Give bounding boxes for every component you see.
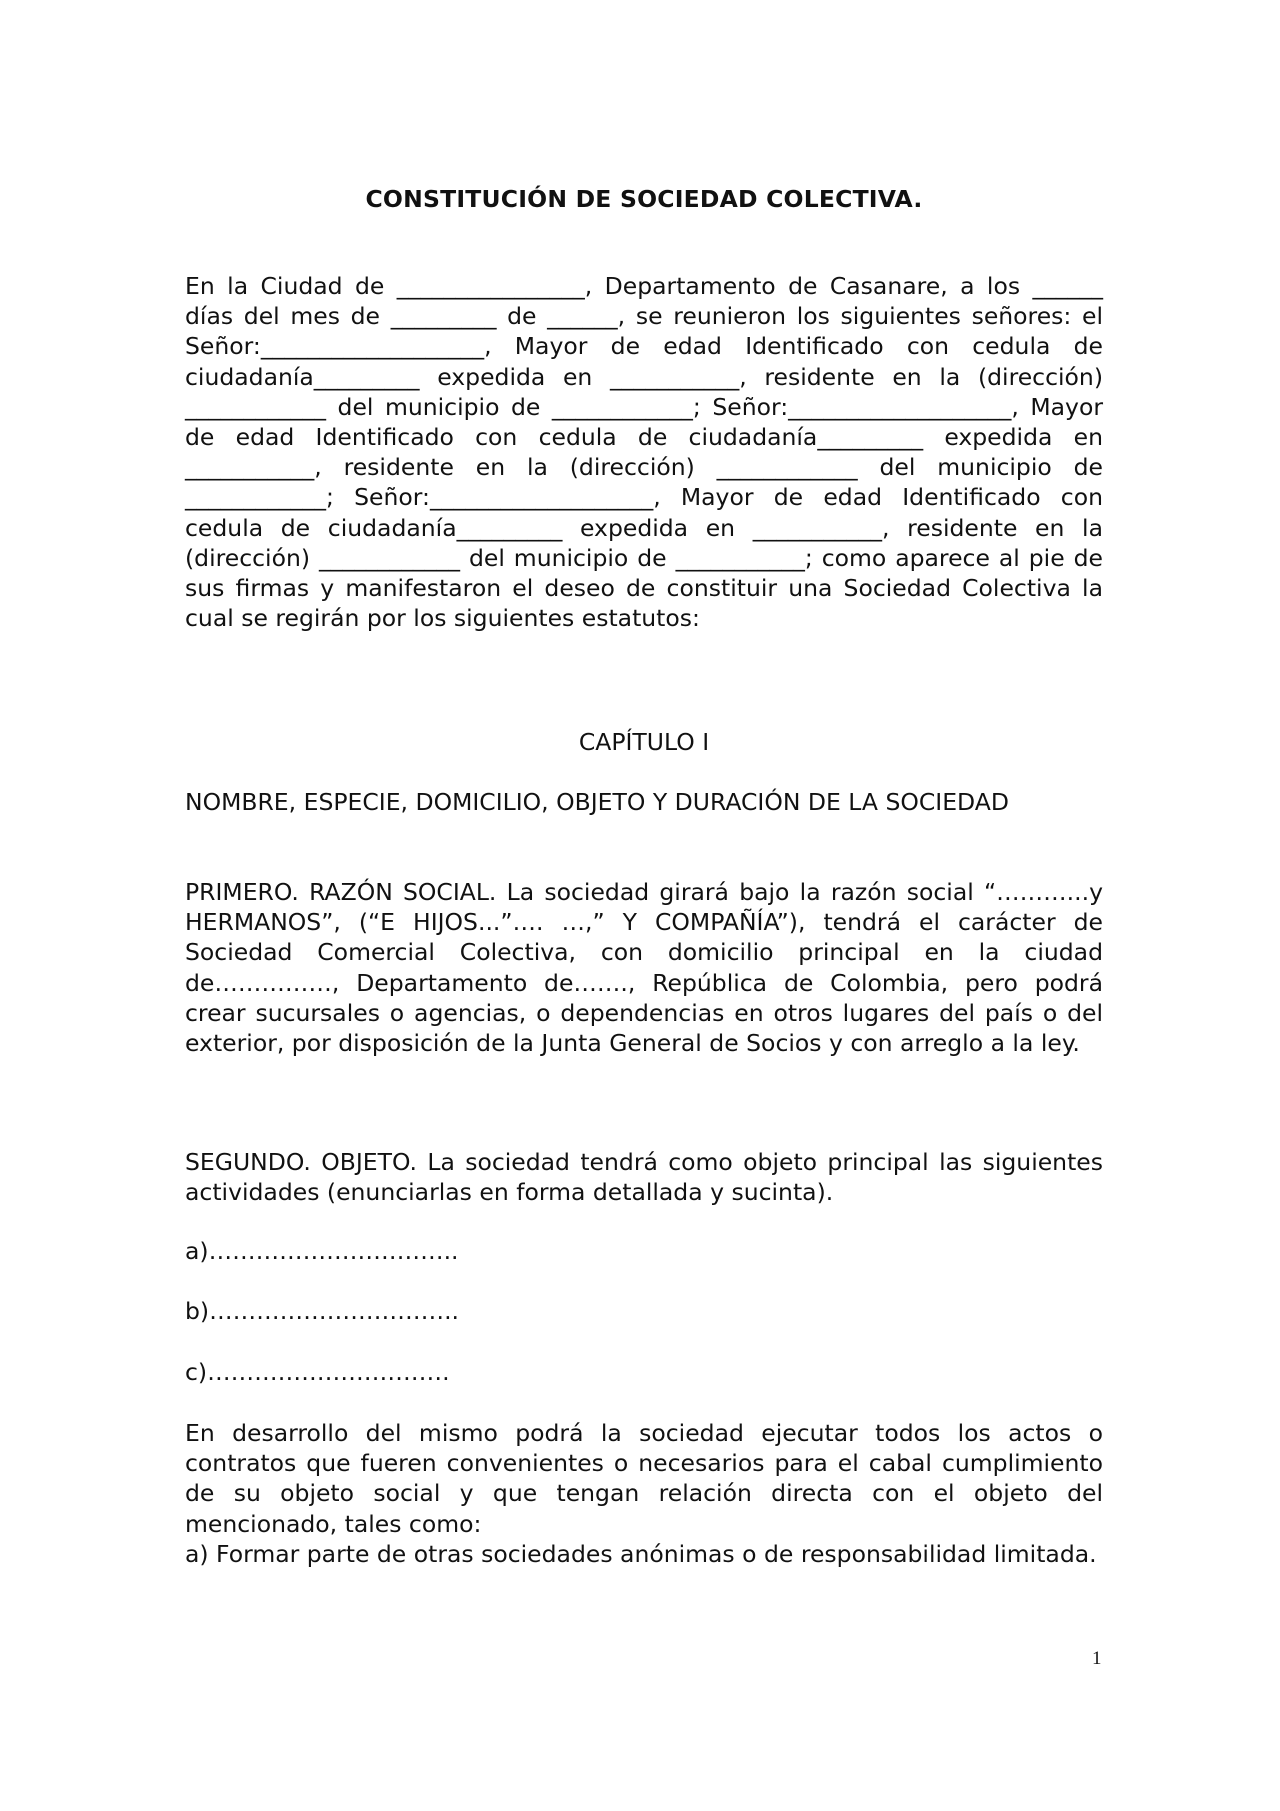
item-c-block xyxy=(185,1357,1103,1387)
article-segundo-block xyxy=(185,1147,1103,1207)
development-paragraph: En desarrollo del mismo podrá la sociedad ejecutar todos los actos o contratos que fueren convenientes o necesarios para el cabal cumplimiento de su objeto social y que tengan relación directa con el objeto del mencionado, tales como: xyxy=(185,1419,1103,1538)
article-primero: PRIMERO. RAZÓN SOCIAL. La sociedad girará bajo la razón social “………...y HERMANOS”, (“E HIJOS...”…. …,” Y COMPAÑÍA”), tendrá el carácter de Sociedad Comercial Colectiva, con domicilio principal en la ciudad de……………, Departamento de……., República de Colombia, pero podrá crear sucursales o agencias, o dependencias en otros lugares del país o del exterior, por disposición de la Junta General de Socios y con arreglo a la ley. xyxy=(185,878,1103,1058)
development-block xyxy=(185,1418,1103,1569)
article-segundo: SEGUNDO. OBJETO. La sociedad tendrá como objeto principal las siguientes actividades (enunciarlas en forma detallada y sucinta). xyxy=(185,1148,1103,1207)
chapter-title: CAPÍTULO I xyxy=(578,728,710,756)
item-b: b)………………………….. xyxy=(185,1297,460,1325)
intro-block xyxy=(185,271,1103,633)
item-a: a)………………………….. xyxy=(185,1237,459,1265)
development-item-a: a) Formar parte de otras sociedades anónimas o de responsabilidad limitada. xyxy=(185,1539,1097,1568)
item-a-block xyxy=(185,1236,1103,1266)
chapter-subtitle-block xyxy=(185,787,1103,817)
item-b-block xyxy=(185,1296,1103,1326)
item-c: c)…………………………. xyxy=(185,1358,450,1386)
document-title: CONSTITUCIÓN DE SOCIEDAD COLECTIVA. xyxy=(365,185,923,213)
intro-paragraph: En la Ciudad de ________________, Departamento de Casanare, a los ______ días del mes de _________ de ______, se reunieron los siguientes señores: el Señor:___________________, Mayor de edad Identificado con cedula de ciudadanía_________ expedida en ___________, residente en la (dirección) ____________ del municipio de ____________; Señor:___________________, Mayor de edad Identificado con cedula de ciudadanía_________ expedida en ___________, residente en la (dirección) ____________ del municipio de ____________; Señor:___________________, Mayor de edad Identificado con cedula de ciudadanía_________ expedida en ___________, residente en la (dirección) ____________ del municipio de ___________; como aparece al pie de sus firmas y manifestaron el deseo de constituir una Sociedad Colectiva la cual se regirán por los siguientes estatutos: xyxy=(185,272,1103,633)
article-primero-block xyxy=(185,877,1103,1058)
page-number: 1 xyxy=(1092,1648,1102,1669)
chapter-subtitle: NOMBRE, ESPECIE, DOMICILIO, OBJETO Y DURACIÓN DE LA SOCIEDAD xyxy=(185,788,1009,816)
chapter-heading xyxy=(185,727,1103,757)
